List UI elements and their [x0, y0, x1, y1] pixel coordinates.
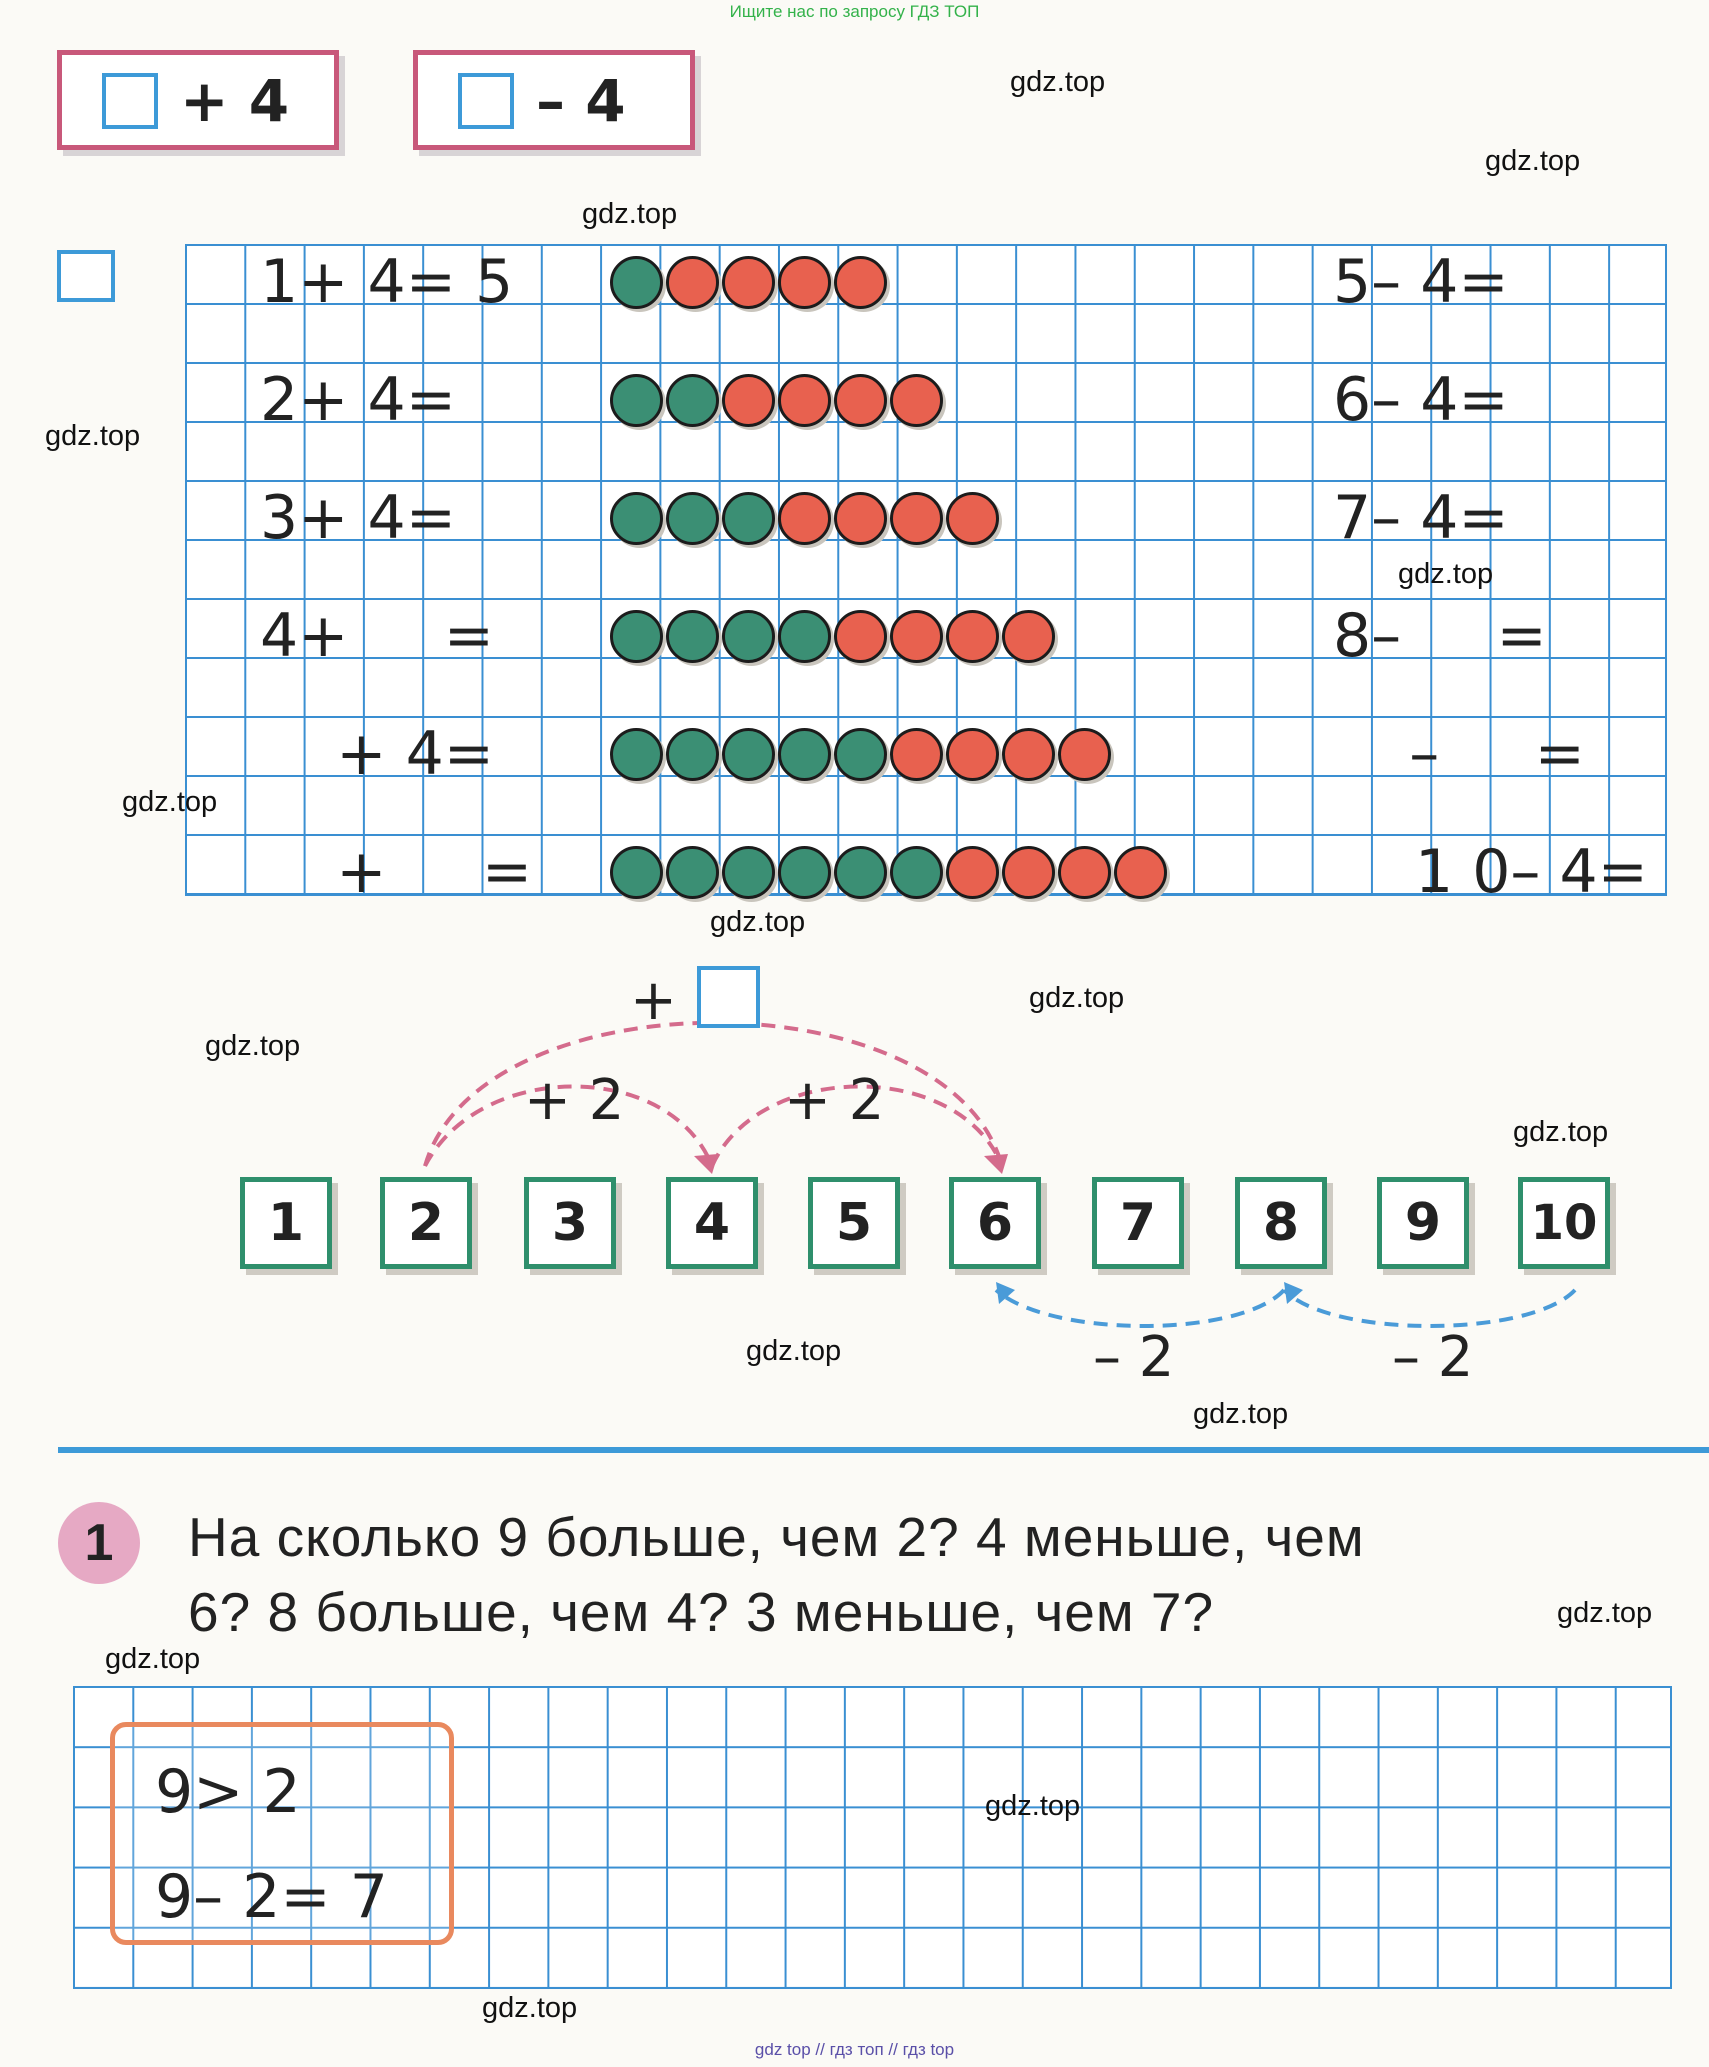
number-box: 10: [1518, 1177, 1610, 1269]
watermark: gdz.top: [1029, 982, 1125, 1014]
subtraction-answer: 9– 2= 7: [155, 1862, 388, 1932]
empty-square-icon: [458, 73, 514, 129]
watermark: gdz.top: [1485, 145, 1581, 177]
table-row: [185, 834, 1705, 914]
red-counter: [1114, 846, 1167, 899]
counter-row: [610, 610, 1055, 663]
green-counter: [666, 728, 719, 781]
red-counter: [946, 492, 999, 545]
green-counter: [666, 374, 719, 427]
red-counter: [946, 610, 999, 663]
red-counter: [1058, 728, 1111, 781]
jump-minus-two: – 2: [1093, 1325, 1175, 1390]
green-counter: [834, 846, 887, 899]
table-row: [185, 716, 1705, 796]
number-box: 5: [808, 1177, 900, 1269]
table-row: [185, 598, 1705, 678]
red-counter: [890, 728, 943, 781]
section-divider: [58, 1447, 1709, 1453]
minus-four-box: [413, 50, 695, 150]
task-text-line-2: 6? 8 больше, чем 4? 3 меньше, чем 7?: [188, 1581, 1215, 1643]
addition-expression: 3+ 4=: [260, 483, 456, 553]
number-box: 4: [666, 1177, 758, 1269]
green-counter: [722, 728, 775, 781]
red-counter: [946, 728, 999, 781]
comparison-answer: 9> 2: [155, 1757, 301, 1827]
green-counter: [722, 610, 775, 663]
red-counter: [834, 610, 887, 663]
number-box: 8: [1235, 1177, 1327, 1269]
footer-credits: gdz top // гдз топ // гдз top: [754, 2040, 955, 2059]
subtraction-expression: – =: [1333, 719, 1585, 789]
watermark: gdz.top: [1513, 1116, 1609, 1148]
green-counter: [666, 610, 719, 663]
minus-two-arc: [1284, 1290, 1575, 1326]
jump-plus-two: + 2: [524, 1068, 625, 1133]
green-counter: [666, 846, 719, 899]
plus-four-label: + 4: [180, 67, 290, 135]
red-counter: [1002, 610, 1055, 663]
addition-expression: + =: [260, 837, 533, 907]
red-counter: [946, 846, 999, 899]
red-counter: [1002, 728, 1055, 781]
minus-four-label: – 4: [536, 67, 626, 135]
number-box: 7: [1092, 1177, 1184, 1269]
watermark: gdz.top: [205, 1030, 301, 1062]
empty-square-icon: [102, 73, 158, 129]
watermark: gdz.top: [482, 1992, 578, 2024]
watermark: gdz.top: [1193, 1398, 1289, 1430]
red-counter: [1002, 846, 1055, 899]
subtraction-expression: 7– 4=: [1333, 483, 1509, 553]
plus-four-box: [57, 50, 339, 150]
red-counter: [722, 374, 775, 427]
table-row: [185, 480, 1705, 560]
subtraction-expression: 8– =: [1333, 601, 1547, 671]
number-line-arcs: [0, 960, 1709, 1380]
green-counter: [834, 728, 887, 781]
green-counter: [610, 256, 663, 309]
green-counter: [610, 728, 663, 781]
subtraction-expression: 6– 4=: [1333, 365, 1509, 435]
task-text-line-1: На сколько 9 больше, чем 2? 4 меньше, чем: [188, 1506, 1365, 1568]
red-counter: [890, 374, 943, 427]
red-counter: [1058, 846, 1111, 899]
watermark: gdz.top: [582, 198, 678, 230]
red-counter: [666, 256, 719, 309]
green-counter: [722, 846, 775, 899]
green-counter: [610, 610, 663, 663]
red-counter: [890, 492, 943, 545]
green-counter: [778, 846, 831, 899]
number-box: 2: [380, 1177, 472, 1269]
watermark: gdz.top: [1557, 1597, 1653, 1629]
watermark: gdz.top: [1010, 66, 1106, 98]
green-counter: [610, 374, 663, 427]
watermark: gdz.top: [122, 786, 218, 818]
number-box: 6: [949, 1177, 1041, 1269]
subtraction-expression: 5– 4=: [1333, 247, 1509, 317]
addition-expression: 4+ =: [260, 601, 495, 671]
green-counter: [610, 846, 663, 899]
counter-row: [610, 492, 999, 545]
watermark: gdz.top: [710, 906, 806, 938]
plus-label: +: [630, 968, 677, 1033]
red-counter: [834, 492, 887, 545]
green-counter: [778, 610, 831, 663]
watermark: gdz.top: [45, 420, 141, 452]
green-counter: [890, 846, 943, 899]
jump-plus-two: + 2: [784, 1068, 885, 1133]
green-counter: [722, 492, 775, 545]
watermark: gdz.top: [1398, 558, 1494, 590]
red-counter: [778, 374, 831, 427]
table-row: [185, 362, 1705, 442]
empty-square-icon: [697, 966, 760, 1028]
red-counter: [890, 610, 943, 663]
minus-two-arc: [996, 1290, 1284, 1326]
answer-frame: [110, 1722, 454, 1945]
counter-row: [610, 374, 943, 427]
counter-row: [610, 728, 1111, 781]
watermark: gdz.top: [105, 1643, 201, 1675]
counter-row: [610, 256, 887, 309]
red-counter: [778, 492, 831, 545]
number-box: 1: [240, 1177, 332, 1269]
red-counter: [778, 256, 831, 309]
watermark: gdz.top: [985, 1790, 1081, 1822]
promo-banner: Ищите нас по запросу ГДЗ ТОП: [729, 2, 980, 21]
task-number-badge: 1: [58, 1502, 140, 1584]
red-counter: [722, 256, 775, 309]
number-box: 9: [1377, 1177, 1469, 1269]
addition-expression: + 4=: [260, 719, 495, 789]
number-box: 3: [524, 1177, 616, 1269]
addition-expression: 2+ 4=: [260, 365, 456, 435]
jump-minus-two: – 2: [1392, 1325, 1474, 1390]
empty-square-icon: [57, 250, 115, 302]
green-counter: [778, 728, 831, 781]
green-counter: [666, 492, 719, 545]
counter-row: [610, 846, 1167, 899]
watermark: gdz.top: [746, 1335, 842, 1367]
arrow-head-icon: [694, 1154, 718, 1174]
green-counter: [610, 492, 663, 545]
red-counter: [834, 256, 887, 309]
arrow-head-icon: [984, 1154, 1008, 1174]
subtraction-expression: 1 0– 4=: [1415, 837, 1648, 907]
table-row: [185, 244, 1705, 324]
addition-expression: 1+ 4= 5: [260, 247, 514, 317]
red-counter: [834, 374, 887, 427]
